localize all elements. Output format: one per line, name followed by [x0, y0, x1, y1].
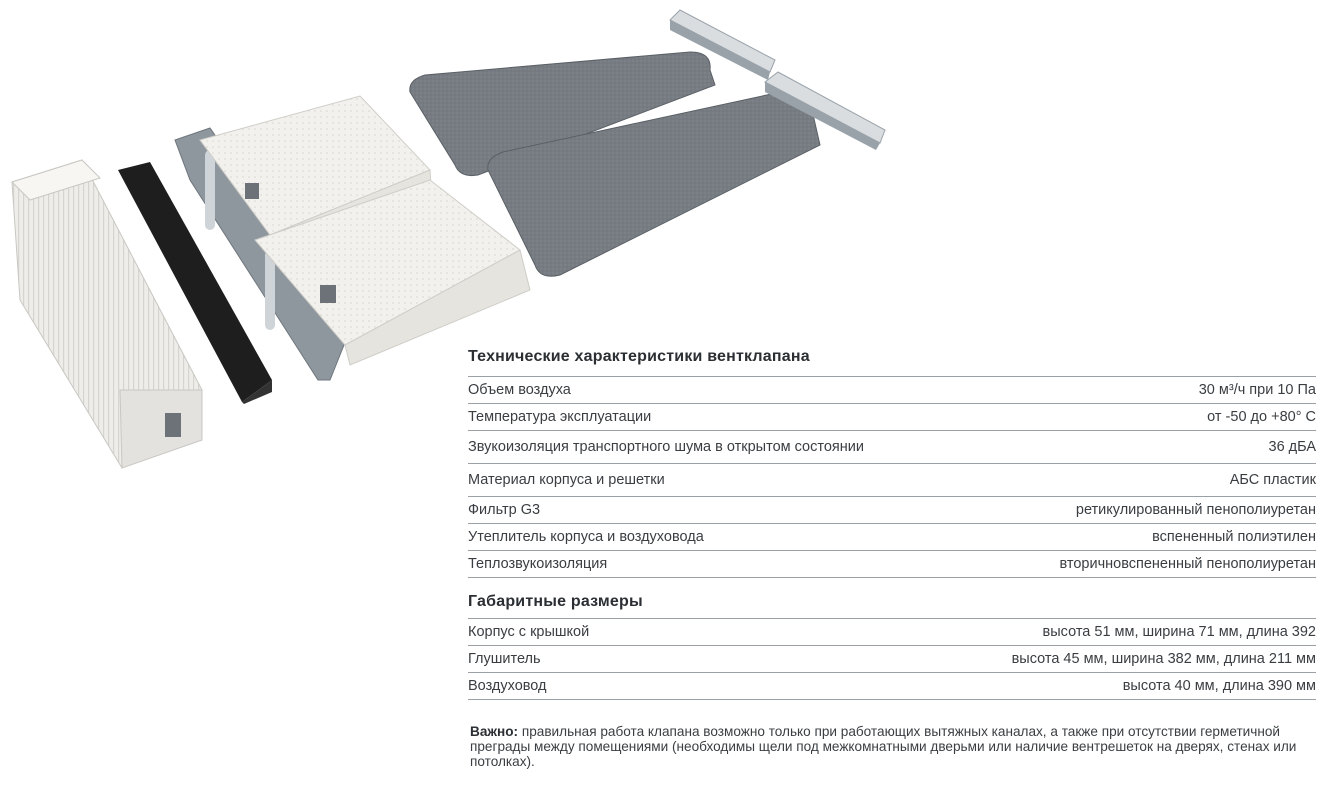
- specs-value: 36 дБА: [1268, 439, 1316, 455]
- dimensions-label: Глушитель: [468, 651, 541, 667]
- specs-row: [468, 377, 1316, 404]
- dimensions-row: [468, 619, 1316, 646]
- specs-row: [468, 524, 1316, 551]
- dimensions-row: [468, 673, 1316, 700]
- specs-row: [468, 464, 1316, 497]
- specs-row: [468, 551, 1316, 578]
- specs-label: Фильтр G3: [468, 502, 541, 518]
- specs-value: вспененный полиэтилен: [1152, 529, 1316, 545]
- specs-section: [468, 344, 1316, 700]
- dimensions-label: Корпус с крышкой: [468, 624, 590, 640]
- specs-label: Звукоизоляция транспортного шума в открытом состоянии: [468, 439, 864, 455]
- note-label: Важно:: [470, 724, 519, 739]
- specs-value: от -50 до +80° С: [1207, 409, 1316, 425]
- dimensions-table: [468, 618, 1316, 700]
- specs-label: Утеплитель корпуса и воздуховода: [468, 529, 704, 545]
- note-text: правильная работа клапана возможно только при работающих вытяжных каналах, а также при отсутствии герметичной преграды между помещениями (необходимы щели под межкомнатными дверьми или наличие вентрешеток на дверях, стенах или потолках).: [470, 724, 1297, 769]
- important-note: [470, 724, 1320, 769]
- specs-label: Температура эксплуатации: [468, 409, 652, 425]
- dimensions-value: высота 40 мм, длина 390 мм: [1122, 678, 1316, 694]
- specs-label: Объем воздуха: [468, 382, 571, 398]
- dimensions-value: высота 51 мм, ширина 71 мм, длина 392: [1042, 624, 1316, 640]
- specs-label: Теплозвукоизоляция: [468, 556, 608, 572]
- specs-title: Технические характеристики вентклапана: [468, 348, 810, 365]
- dimensions-value: высота 45 мм, ширина 382 мм, длина 211 мм: [1011, 651, 1316, 667]
- specs-row: [468, 404, 1316, 431]
- specs-label: Материал корпуса и решетки: [468, 472, 665, 488]
- dimensions-title: Габаритные размеры: [468, 593, 643, 610]
- specs-value: вторичновспененный пенополиуретан: [1059, 556, 1316, 572]
- specs-value: ретикулированный пенополиуретан: [1075, 502, 1316, 518]
- specs-row: [468, 431, 1316, 464]
- specs-value: АБС пластик: [1229, 472, 1316, 488]
- specs-table: [468, 376, 1316, 578]
- dimensions-row: [468, 646, 1316, 673]
- specs-value: 30 м³/ч при 10 Па: [1198, 382, 1316, 398]
- specs-row: [468, 497, 1316, 524]
- dimensions-label: Воздуховод: [468, 678, 547, 694]
